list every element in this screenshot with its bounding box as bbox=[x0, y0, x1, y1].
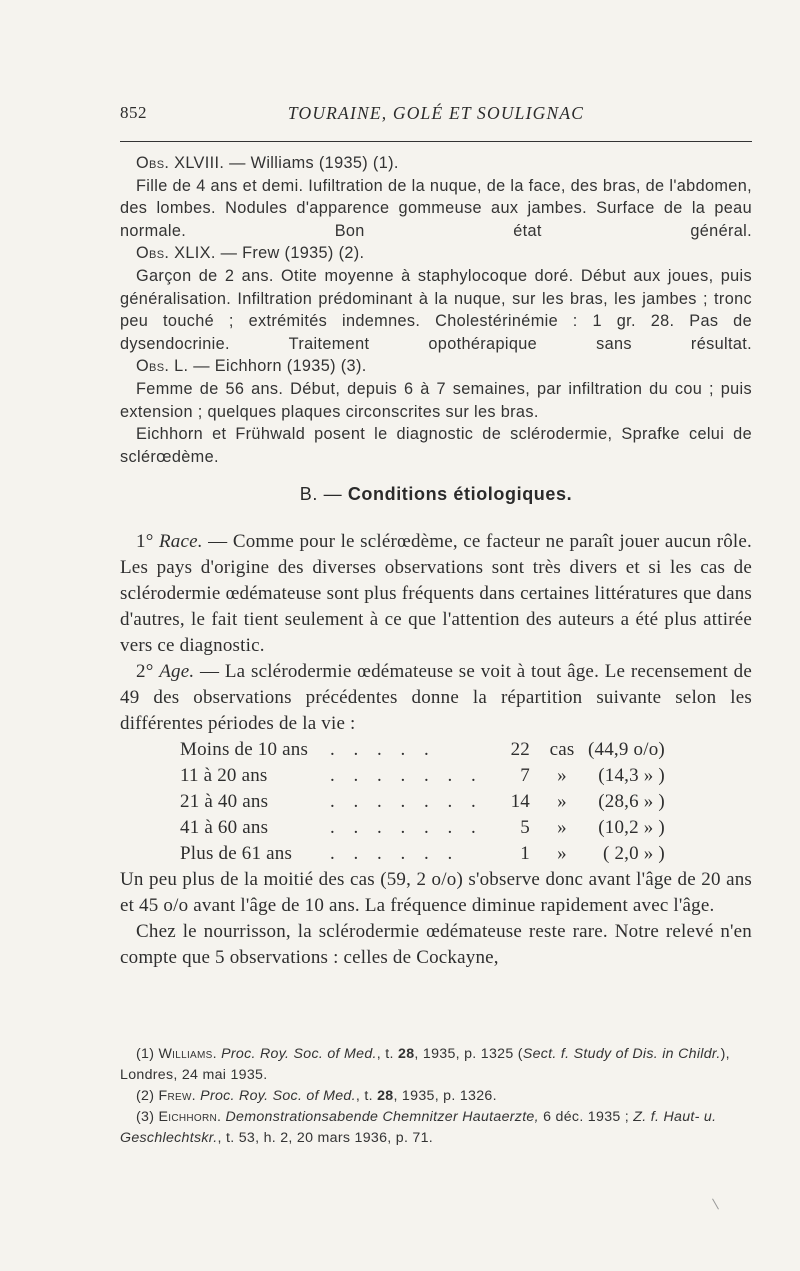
section-prefix: B. — bbox=[299, 484, 348, 504]
case-unit: » bbox=[557, 791, 567, 812]
footnote: (1) Williams. Proc. Roy. Soc. of Med., t. 28, 1935, p. 1325 (Sect. f. Study of Dis. in Childr.), Londres, 24 mai 1935. bbox=[120, 1046, 730, 1083]
observation-text: Femme de 56 ans. Début, depuis 6 à 7 semaines, par infiltration du cou ; puis extension ; quelques plaques circonscrites sur les bras. bbox=[120, 379, 752, 421]
observation-heading: Obs. XLVIII. — Williams (1935) (1). bbox=[136, 154, 399, 172]
section-title bbox=[120, 484, 752, 505]
age-range: 41 à 60 ans bbox=[180, 817, 269, 838]
leader-dots: . . . . . . . bbox=[330, 817, 483, 838]
case-percent: (28,6 » ) bbox=[598, 791, 665, 812]
footnote-journal: Proc. Roy. Soc. of Med. bbox=[216, 1046, 377, 1062]
section-title-text: Conditions étiologiques. bbox=[347, 484, 573, 504]
header-rule bbox=[120, 141, 752, 142]
case-percent: (44,9 o/o) bbox=[588, 739, 665, 760]
footnote-author: Frew. bbox=[158, 1088, 196, 1104]
case-count: 7 bbox=[520, 765, 530, 786]
case-count: 5 bbox=[520, 817, 530, 838]
case-percent: (10,2 » ) bbox=[598, 817, 665, 838]
leader-dots: . . . . . . . bbox=[330, 765, 483, 786]
footnote-journal: Demonstrationsabende Chemnitzer Hautaerzte, bbox=[221, 1109, 539, 1125]
main-body bbox=[120, 529, 752, 971]
footnote: (3) Eichhorn. Demonstrationsabende Chemnitzer Hautaerzte, 6 déc. 1935 ; Z. f. Haut- u. Geschlechtskr., t. 53, h. 2, 20 mars 1936, p. 71. bbox=[120, 1109, 717, 1146]
stray-mark bbox=[712, 1199, 719, 1210]
running-title: TOURAINE, GOLÉ ET SOULIGNAC bbox=[287, 103, 585, 123]
age-distribution-table bbox=[180, 737, 665, 867]
case-unit: » bbox=[557, 843, 567, 864]
paragraph-infant: Chez le nourrisson, la sclérodermie œdémateuse reste rare. Notre relevé n'en compte que 5 observations : celles de Cockayne, bbox=[120, 921, 752, 968]
footnote-author: Williams. bbox=[158, 1046, 217, 1062]
case-percent: ( 2,0 » ) bbox=[602, 843, 665, 864]
observation-text: Fille de 4 ans et demi. Iufiltration de la nuque, de la face, des bras, de l'abdomen, des lombes. Nodules d'apparence gommeuse aux jambes. Surface de la peau normale. Bon état général. bbox=[120, 176, 752, 240]
case-unit: » bbox=[557, 817, 567, 838]
case-count: 14 bbox=[510, 791, 530, 812]
age-range: 21 à 40 ans bbox=[180, 791, 269, 812]
case-unit: » bbox=[557, 765, 567, 786]
age-range: Moins de 10 ans bbox=[180, 739, 309, 760]
table-row bbox=[180, 815, 665, 841]
table-row bbox=[180, 763, 665, 789]
age-range: 11 à 20 ans bbox=[180, 765, 268, 786]
page-header bbox=[120, 103, 752, 133]
leader-dots: . . . . . . . bbox=[330, 791, 483, 812]
footnote-journal: Proc. Roy. Soc. of Med. bbox=[195, 1088, 356, 1104]
footnote-author: Eichhorn. bbox=[158, 1109, 222, 1125]
observation-heading: Obs. L. — Eichhorn (1935) (3). bbox=[136, 357, 367, 376]
observation-comment: Eichhorn et Frühwald posent le diagnostic de sclérodermie, Sprafke celui de sclérœdème. bbox=[120, 425, 752, 466]
footnote: (2) Frew. Proc. Roy. Soc. of Med., t. 28, 1935, p. 1326. bbox=[136, 1088, 497, 1104]
paragraph-age: 2° Age. — La sclérodermie œdémateuse se voit à tout âge. Le recensement de 49 des observations précédentes donne la répartition suivante selon les différentes périodes de la vie : bbox=[120, 661, 752, 734]
table-row bbox=[180, 789, 665, 815]
case-count: 1 bbox=[520, 843, 530, 864]
page-number: 852 bbox=[120, 103, 147, 122]
age-range: Plus de 61 ans bbox=[180, 843, 293, 864]
paragraph-race: 1° Race. — Comme pour le sclérœdème, ce facteur ne paraît jouer aucun rôle. Les pays d'origine des diverses observations sont très divers et si les cas de sclérodermie œdémateuse sont plus fréquents dans certaines littératures que dans d'autres, le fait tient seulement à ce que l'attention des auteurs a été plus attirée vers ce diagnostic. bbox=[120, 531, 752, 656]
table-row bbox=[180, 841, 665, 867]
observation-heading: Obs. XLIX. — Frew (1935) (2). bbox=[136, 244, 365, 263]
table-row bbox=[180, 737, 665, 763]
age-heading: Age. bbox=[159, 661, 195, 682]
case-count: 22 bbox=[510, 739, 530, 760]
observations-block bbox=[120, 152, 752, 468]
paragraph-after-table: Un peu plus de la moitié des cas (59, 2 o/o) s'observe donc avant l'âge de 20 ans et 45 o/o avant l'âge de 10 ans. La fréquence diminue rapidement avec l'âge. bbox=[120, 869, 752, 916]
leader-dots: . . . . . . bbox=[330, 843, 460, 864]
race-heading: Race. bbox=[158, 531, 203, 552]
leader-dots: . . . . . bbox=[330, 739, 436, 760]
observation-text: Garçon de 2 ans. Otite moyenne à staphylocoque doré. Début aux joues, puis généralisation. Infiltration prédominant à la nuque, sur les bras, les jambes ; tronc peu touché ; extrémités indemnes. Cholestérinémie : 1 gr. 28. Pas de dysendocrinie. Traitement opothérapique sans résultat. bbox=[120, 266, 752, 353]
case-percent: (14,3 » ) bbox=[598, 765, 665, 786]
footnotes bbox=[120, 1044, 752, 1149]
case-unit: cas bbox=[549, 739, 575, 760]
